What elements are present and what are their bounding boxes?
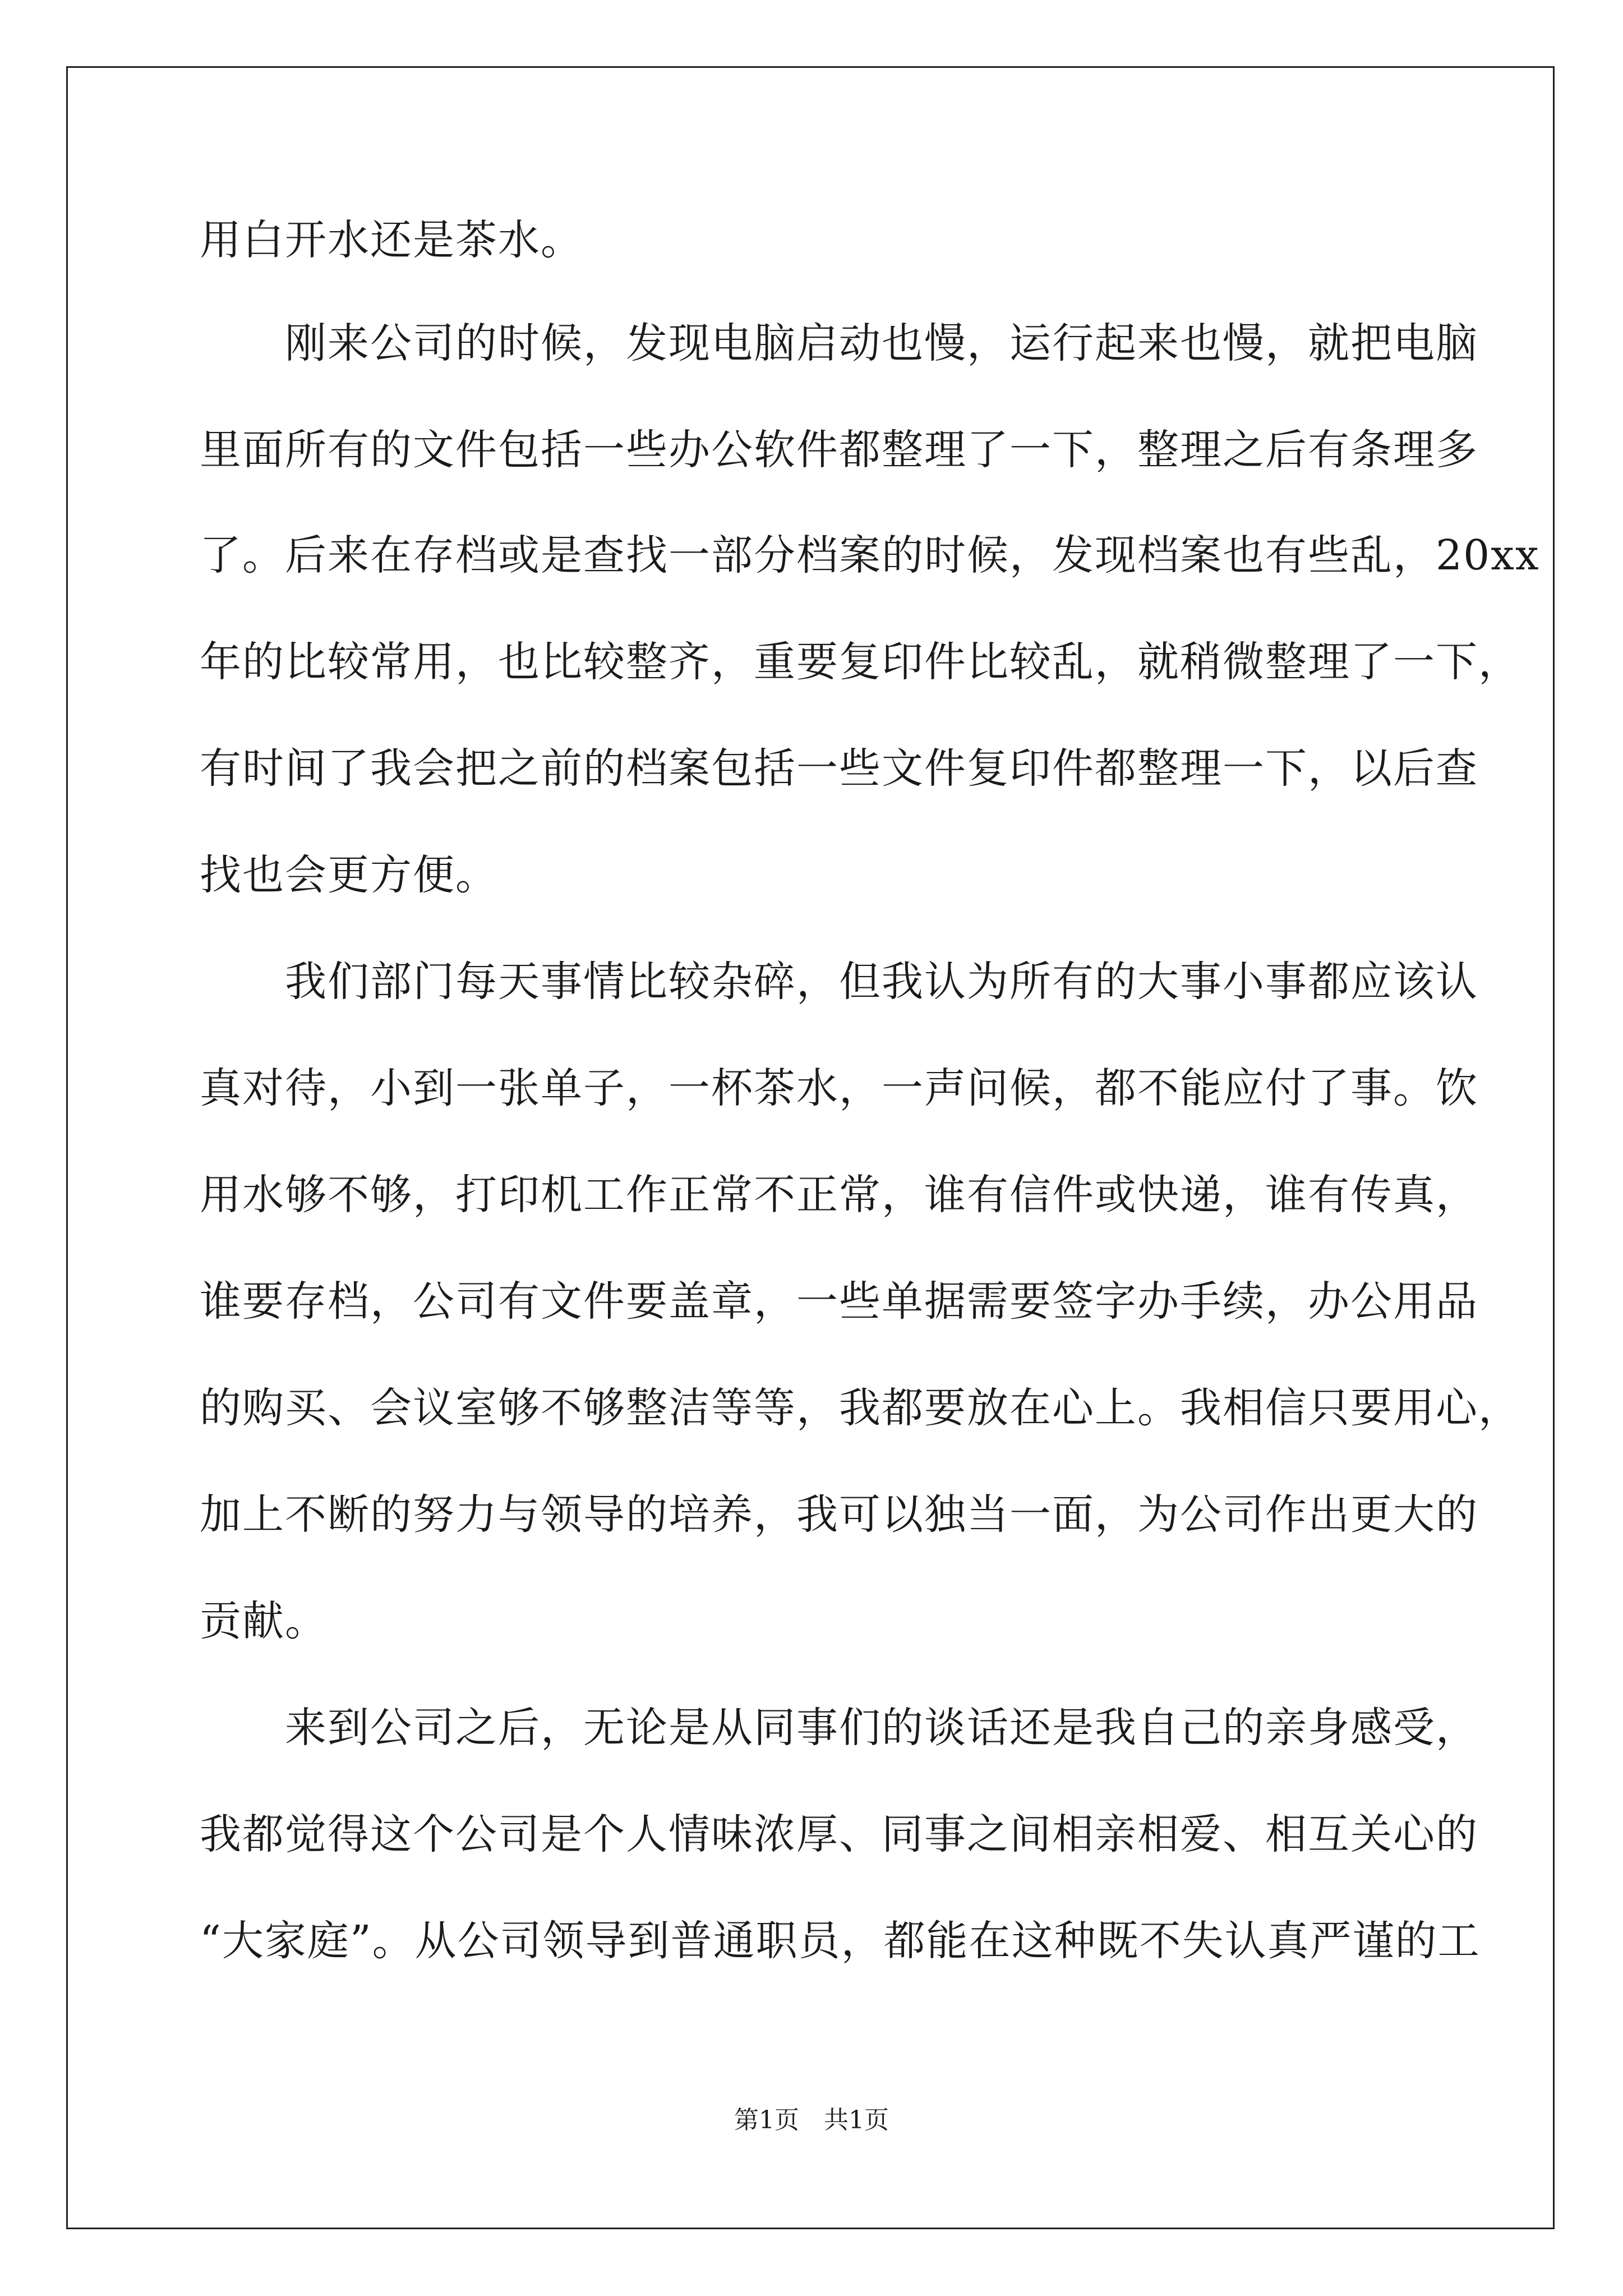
text-line: 刚来公司的时候，发现电脑启动也慢，运行起来也慢，就把电脑 [200, 319, 1478, 367]
text-line: 用白开水还是茶水。 [200, 216, 583, 264]
text-line: 谁要存档，公司有文件要盖章，一些单据需要签字办手续，办公用品 [200, 1277, 1478, 1326]
text-line: 真对待，小到一张单子，一杯茶水，一声问候，都不能应付了事。饮 [200, 1064, 1478, 1112]
page-number-footer: 第1页 共1页 [734, 2106, 889, 2134]
text-line: 了。后来在存档或是查找一部分档案的时候，发现档案也有些乱，20xx [200, 531, 1540, 579]
text-line: 找也会更方便。 [200, 851, 498, 899]
text-line: 用水够不够，打印机工作正常不正常，谁有信件或快递，谁有传真， [200, 1171, 1478, 1219]
text-line: 来到公司之后，无论是从同事们的谈话还是我自己的亲身感受， [200, 1704, 1478, 1752]
text-line: 我们部门每天事情比较杂碎，但我认为所有的大事小事都应该认 [200, 958, 1478, 1006]
text-line: 加上不断的努力与领导的培养，我可以独当一面，为公司作出更大的 [200, 1490, 1478, 1539]
text-line: 有时间了我会把之前的档案包括一些文件复印件都整理一下，以后查 [200, 744, 1478, 793]
text-line: 我都觉得这个公司是个人情味浓厚、同事之间相亲相爱、相互关心的 [200, 1810, 1478, 1858]
text-line: “大家庭”。从公司领导到普通职员，都能在这种既不失认真严谨的工 [200, 1917, 1481, 1965]
page-border [66, 66, 1555, 2229]
text-line: 贡献。 [200, 1597, 328, 1645]
text-line: 的购买、会议室够不够整洁等等，我都要放在心上。我相信只要用心， [200, 1384, 1521, 1432]
text-line: 里面所有的文件包括一些办公软件都整理了一下，整理之后有条理多 [200, 426, 1478, 474]
text-line: 年的比较常用，也比较整齐，重要复印件比较乱，就稍微整理了一下， [200, 638, 1521, 686]
